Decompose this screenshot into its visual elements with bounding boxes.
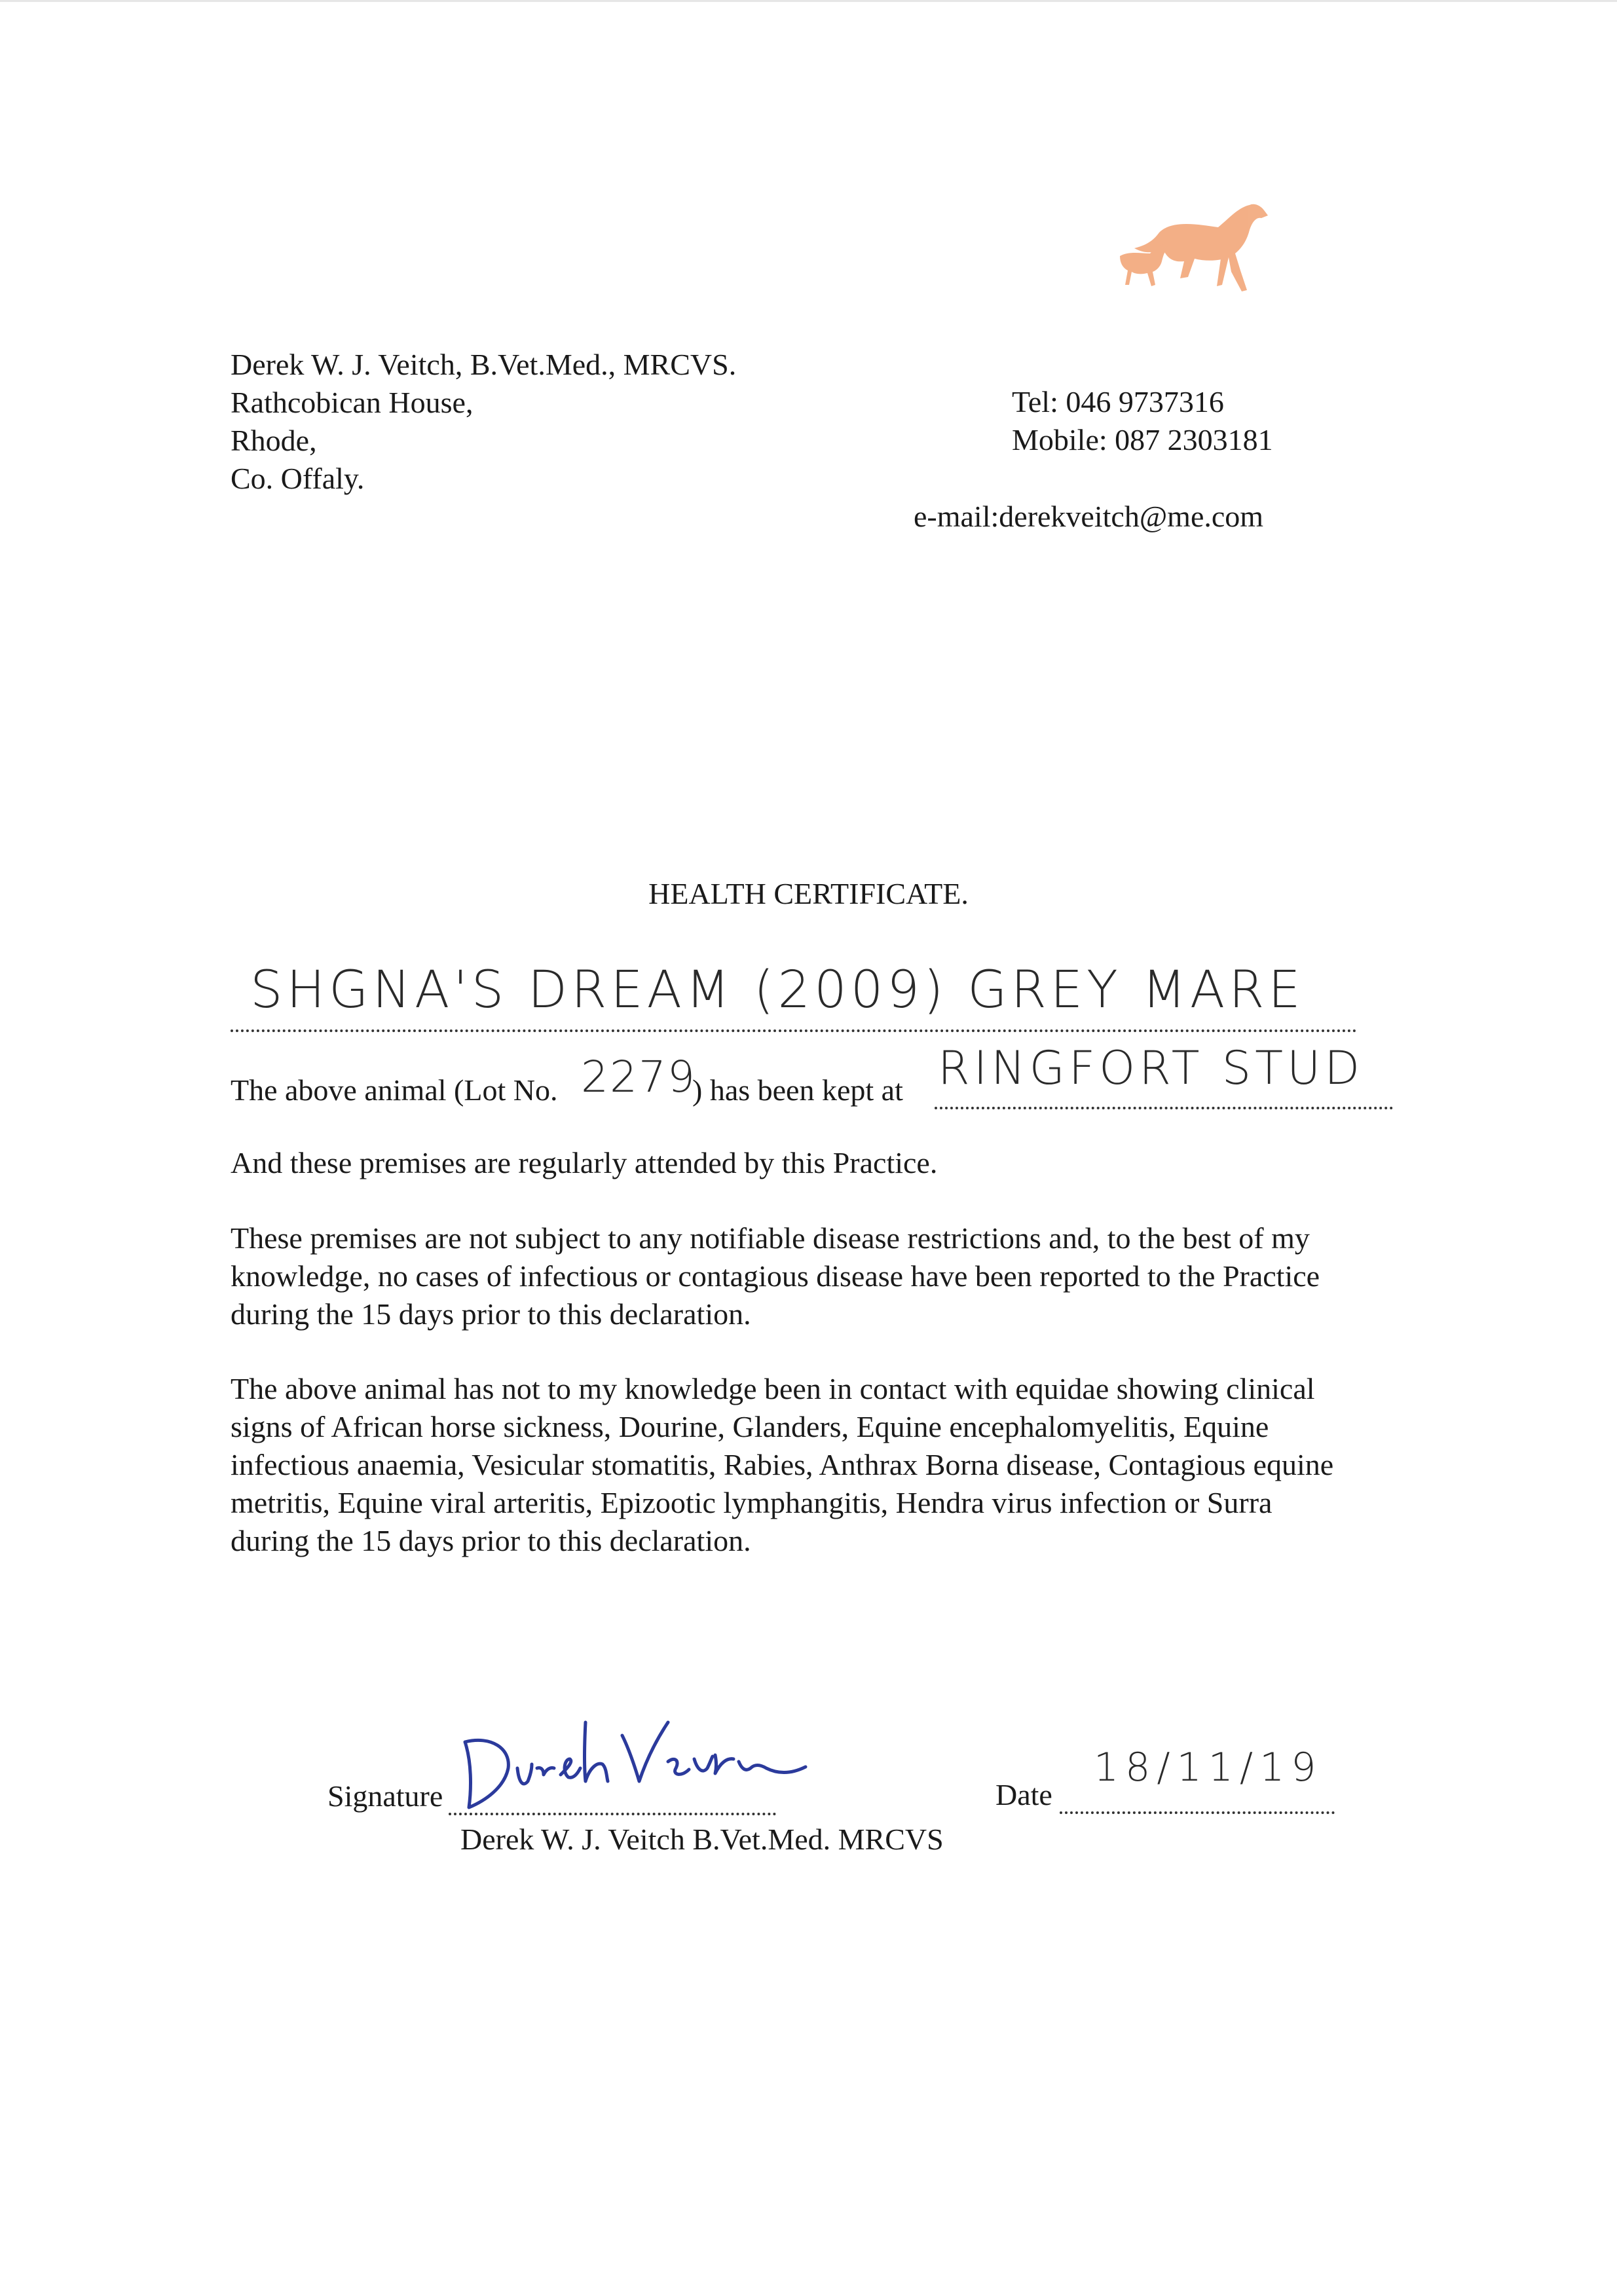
- mobile: Mobile: 087 2303181: [1012, 423, 1273, 456]
- handwritten-signature: [445, 1696, 812, 1821]
- horse-and-foal-icon: [1107, 193, 1277, 311]
- address-line: Rathcobican House,: [231, 386, 474, 419]
- lot-number-handwritten: 2279: [581, 1052, 696, 1102]
- paragraph: And these premises are regularly attended by this Practice.: [231, 1146, 938, 1179]
- premises-handwritten: RINGFORT STUD: [938, 1041, 1364, 1095]
- lot-middle: ) has been kept at: [692, 1073, 903, 1107]
- signature-label: Signature: [327, 1779, 443, 1813]
- date-handwritten: 18/11/19: [1094, 1745, 1323, 1790]
- date-block: [995, 1722, 1336, 1811]
- vet-name-line: Derek W. J. Veitch, B.Vet.Med., MRCVS.: [231, 348, 737, 381]
- paragraph: These premises are not subject to any notifiable disease restrictions and, to the best of my knowledge, no cases of infectious or contagious disease have been reported to the Practice during the 15 days prior to this declaration.: [231, 1221, 1320, 1331]
- signatory-name: Derek W. J. Veitch B.Vet.Med. MRCVS: [460, 1823, 944, 1856]
- lot-prefix: The above animal (Lot No.: [231, 1073, 558, 1107]
- letterhead-address-block: [231, 346, 736, 498]
- lot-line: [231, 1041, 1409, 1121]
- scan-edge-top: [0, 0, 1617, 2]
- animal-description-line: [231, 957, 1357, 1032]
- address-line: Rhode,: [231, 424, 317, 457]
- animal-description-handwritten: SHGNA'S DREAM (2009) GREY MARE: [250, 961, 1305, 1020]
- contact-block: [1012, 383, 1273, 459]
- signature-block: [327, 1722, 786, 1813]
- telephone: Tel: 046 9737316: [1012, 385, 1224, 418]
- email: e-mail:derekveitch@me.com: [914, 500, 1264, 533]
- paragraph: The above animal has not to my knowledge been in contact with equidae showing clinical signs of African horse sickness, Dourine, Glanders, Equine encephalomyelitis, Equine infectious anaemia, Vesicular stomatitis, Rabies, Anthrax Borna disease, Contagious equine metritis, Equine viral arteritis, Epizootic lymphangitis, Hendra virus infection or Surra during the 15 days prior to this declaration.: [231, 1372, 1334, 1557]
- date-label: Date: [995, 1778, 1052, 1811]
- address-line: Co. Offaly.: [231, 462, 365, 495]
- page-title: HEALTH CERTIFICATE.: [648, 877, 969, 910]
